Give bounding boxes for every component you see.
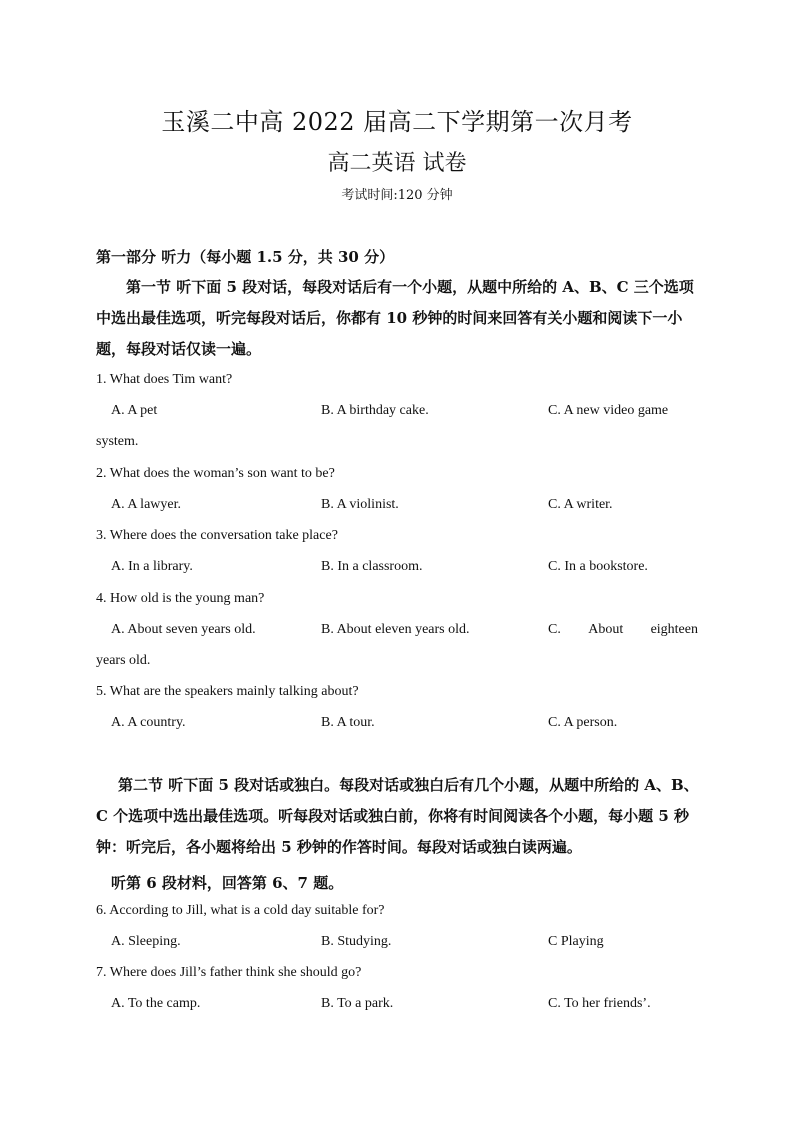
q3-option-b: B. In a classroom. xyxy=(321,559,423,574)
q7-option-a: A. To the camp. xyxy=(111,996,201,1011)
q4-option-b: B. About eleven years old. xyxy=(321,622,470,637)
section2-subheading: 听第 6 段材料，回答第 6、7 题。 xyxy=(111,874,344,892)
section2-intro-text: 第二节 听下面 5 段对话或独白。每段对话或独白后有几个小题，从题中所给的 A、B、C 个选项中选出最佳选项。听每段对话或独白前，你将有时间阅读各个小题，每小题 5 秒钟：听完后，各小题将给出 5 秒钟的作答时间。每段对话或独白读两遍。 xyxy=(96,776,699,856)
q4-option-c-word1: About xyxy=(588,622,624,637)
question-5: 5. What are the speakers mainly talking about? xyxy=(96,684,359,699)
q3-option-c: C. In a bookstore. xyxy=(548,559,648,574)
q6-option-a: A. Sleeping. xyxy=(111,934,181,949)
q1-option-c-continued: system. xyxy=(96,434,139,449)
q6-option-c: C Playing xyxy=(548,934,604,949)
q4-option-c-word2: eighteen xyxy=(650,622,698,637)
question-1: 1. What does Tim want? xyxy=(96,372,233,387)
q2-option-b: B. A violinist. xyxy=(321,497,399,512)
q7-option-b: B. To a park. xyxy=(321,996,394,1011)
question-3: 3. Where does the conversation take place? xyxy=(96,528,338,543)
q4-option-c-continued: years old. xyxy=(96,653,151,668)
section1-intro xyxy=(96,272,700,365)
question-4: 4. How old is the young man? xyxy=(96,591,265,606)
q5-option-c: C. A person. xyxy=(548,715,618,730)
exam-subtitle: 高二英语 试卷 xyxy=(327,151,467,176)
q2-option-a: A. A lawyer. xyxy=(111,497,181,512)
q5-option-b: B. A tour. xyxy=(321,715,375,730)
question-6: 6. According to Jill, what is a cold day suitable for? xyxy=(96,903,385,918)
q1-option-b: B. A birthday cake. xyxy=(321,403,429,418)
section2-intro xyxy=(96,770,700,863)
q4-option-c xyxy=(548,622,698,638)
question-7: 7. Where does Jill’s father think she should go? xyxy=(96,965,362,980)
q1-option-c: C. A new video game xyxy=(548,403,669,418)
section1-intro-text: 第一节 听下面 5 段对话，每段对话后有一个小题，从题中所给的 A、B、C 三个选项中选出最佳选项，听完每段对话后，你都有 10 秒钟的时间来回答有关小题和阅读下一小题，每段对话仅读一遍。 xyxy=(96,278,694,358)
q3-option-a: A. In a library. xyxy=(111,559,193,574)
q7-option-c: C. To her friends’. xyxy=(548,996,651,1011)
part1-heading: 第一部分 听力（每小题 1.5 分，共 30 分） xyxy=(96,248,395,266)
q6-option-b: B. Studying. xyxy=(321,934,392,949)
question-2: 2. What does the woman’s son want to be? xyxy=(96,466,335,481)
exam-title: 玉溪二中高 2022 届高二下学期第一次月考 xyxy=(161,108,633,136)
q4-option-c-letter: C. xyxy=(548,622,561,637)
exam-time: 考试时间:120 分钟 xyxy=(341,188,453,203)
q1-option-a: A. A pet xyxy=(111,403,158,418)
q2-option-c: C. A writer. xyxy=(548,497,613,512)
q5-option-a: A. A country. xyxy=(111,715,186,730)
q4-option-a: A. About seven years old. xyxy=(111,622,256,637)
